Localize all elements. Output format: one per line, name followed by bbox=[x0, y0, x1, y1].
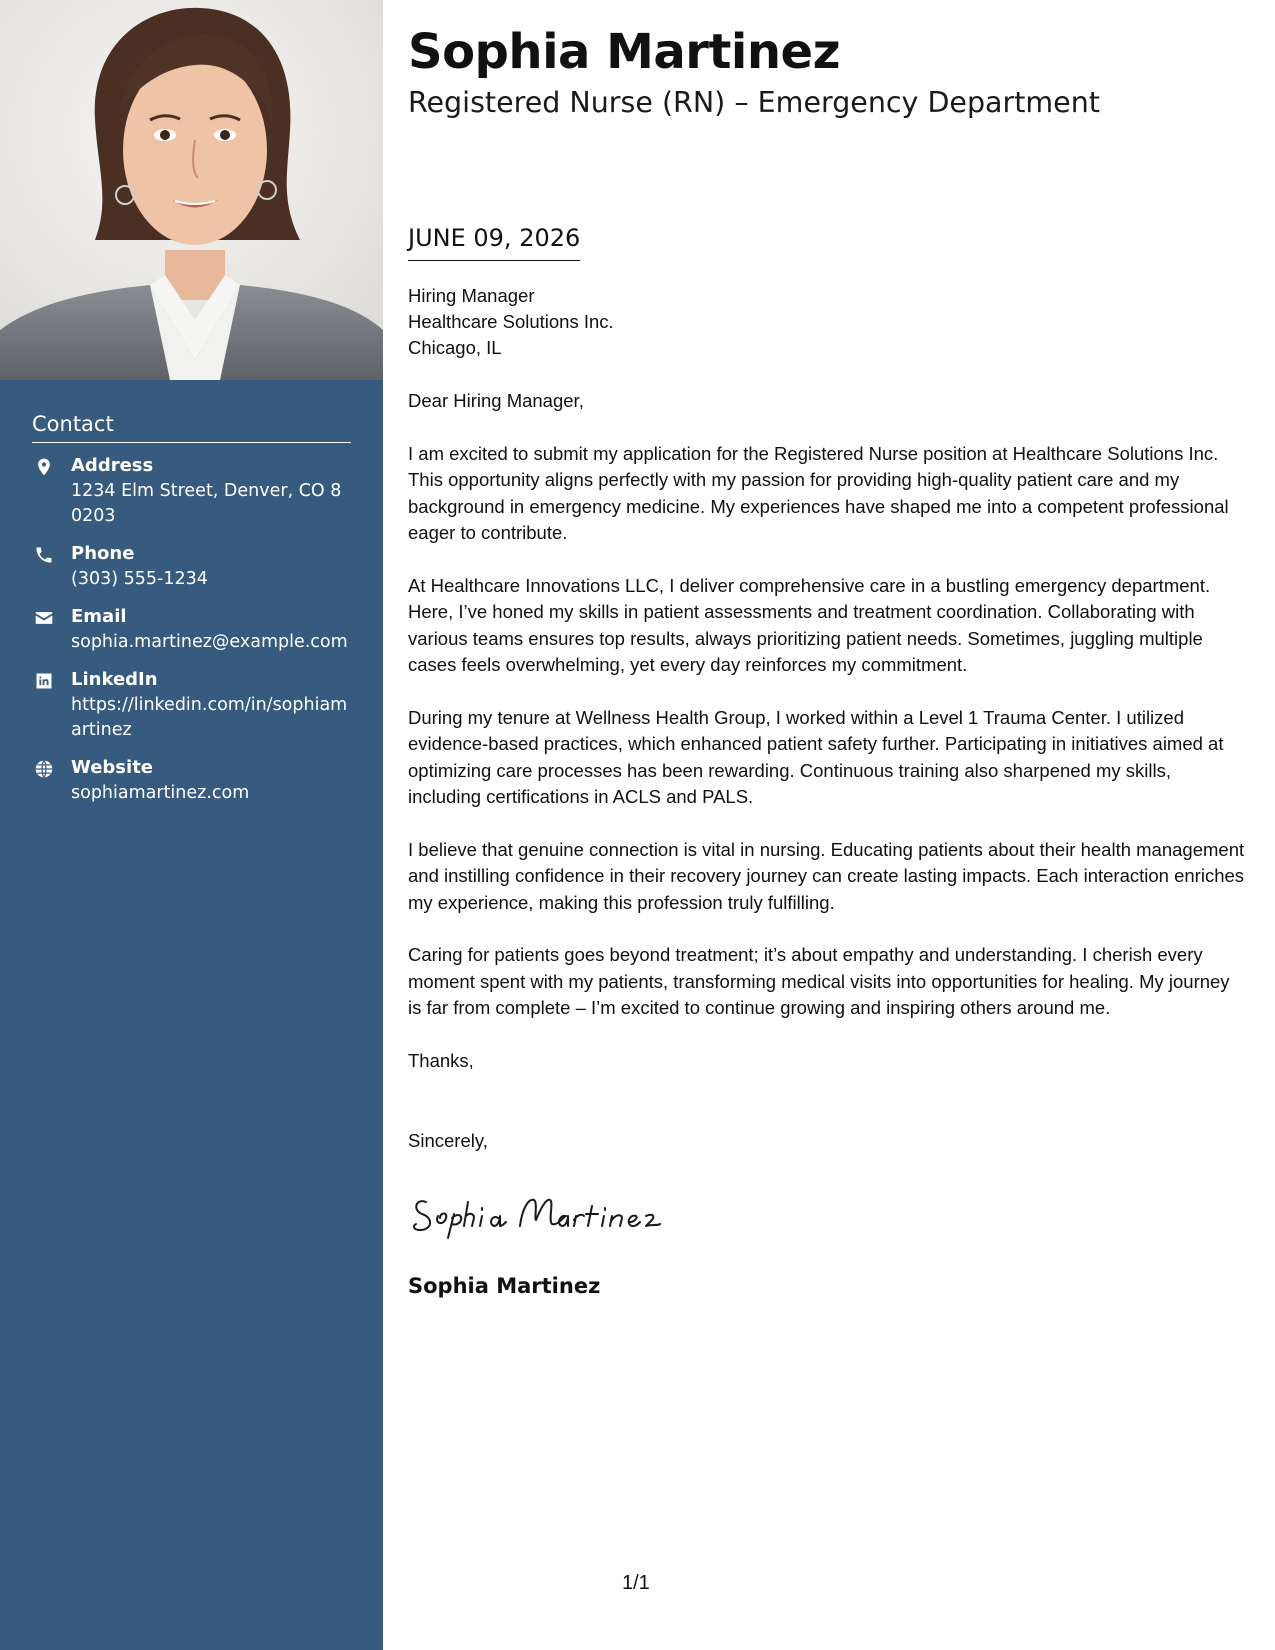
body-paragraph: Caring for patients goes beyond treatment; it’s about empathy and understanding. I cherish every moment spent with my patients, transforming medical visits into opportunities for healing. My journey is far from complete – I’m excited to continue growing and inspiring others around me. bbox=[408, 944, 1230, 1018]
contact-list bbox=[32, 453, 351, 806]
contact-value-email[interactable]: sophia.martinez@example.com bbox=[71, 632, 348, 652]
contact-label-address: Address bbox=[71, 455, 154, 476]
phone-icon bbox=[34, 545, 54, 565]
applicant-name: Sophia Martinez bbox=[408, 24, 841, 80]
body-paragraph: During my tenure at Wellness Health Group, I worked within a Level 1 Trauma Center. I utilized evidence-based practices, which enhanced patient safety further. Participating in initiatives aimed at optimizing care processes has been rewarding. Continuous training also sharpened my skills, including certifications in ACLS and PALS. bbox=[408, 706, 1224, 807]
body-paragraph: I believe that genuine connection is vital in nursing. Educating patients about their health management and instilling confidence in their recovery journey can create lasting impacts. Each interaction enriches my experience, making this profession truly fulfilling. bbox=[408, 838, 1245, 913]
page-number: 1/1 bbox=[622, 1572, 650, 1594]
contact-item-address bbox=[32, 453, 351, 529]
email-icon bbox=[34, 608, 54, 628]
map-pin-icon bbox=[34, 457, 54, 477]
linkedin-icon bbox=[34, 671, 54, 691]
contact-label-website: Website bbox=[71, 757, 154, 778]
profile-photo-illustration bbox=[0, 0, 383, 380]
greeting: Dear Hiring Manager, bbox=[408, 390, 584, 411]
body-paragraph: I am excited to submit my application for the Registered Nurse position at Healthcare Solutions Inc. This opportunity aligns perfectly with my passion for providing high-quality patient care and my background in emergency medicine. My experiences have shaped me into a competent professional eager to contribute. bbox=[408, 442, 1229, 543]
contact-value-linkedin[interactable]: https://linkedin.com/in/sophiamartinez bbox=[71, 695, 348, 740]
recipient-block bbox=[408, 283, 614, 361]
contact-label-email: Email bbox=[71, 606, 127, 627]
letter-body bbox=[408, 388, 1248, 1100]
recipient-line: Chicago, IL bbox=[408, 337, 502, 358]
contact-value-address: 1234 Elm Street, Denver, CO 80203 bbox=[71, 481, 342, 526]
contact-label-linkedin: LinkedIn bbox=[71, 669, 158, 690]
contact-value-phone[interactable]: (303) 555-1234 bbox=[71, 569, 208, 589]
contact-item-phone bbox=[32, 541, 351, 592]
signer-name: Sophia Martinez bbox=[408, 1274, 601, 1298]
contact-item-linkedin bbox=[32, 667, 351, 743]
globe-icon bbox=[34, 759, 54, 779]
closing-line: Sincerely, bbox=[408, 1130, 488, 1151]
sidebar bbox=[0, 0, 383, 1650]
contact-section bbox=[32, 412, 351, 818]
thanks-line: Thanks, bbox=[408, 1049, 474, 1071]
recipient-line: Hiring Manager bbox=[408, 285, 535, 306]
letter-date: JUNE 09, 2026 bbox=[408, 222, 580, 261]
contact-label-phone: Phone bbox=[71, 543, 135, 564]
job-title: Registered Nurse (RN) – Emergency Department bbox=[408, 86, 1100, 119]
profile-photo bbox=[0, 0, 383, 380]
contact-heading: Contact bbox=[32, 412, 351, 443]
contact-item-email bbox=[32, 604, 351, 655]
body-paragraph: At Healthcare Innovations LLC, I deliver comprehensive care in a bustling emergency department. Here, I’ve honed my skills in patient assessments and treatment coordination. Collaborating with various teams ensures top results, always prioritizing patient needs. Sometimes, juggling multiple cases feels overwhelming, yet every day reinforces my commitment. bbox=[408, 574, 1211, 675]
contact-value-website[interactable]: sophiamartinez.com bbox=[71, 783, 250, 803]
recipient-line: Healthcare Solutions Inc. bbox=[408, 311, 614, 332]
handwritten-signature bbox=[408, 1180, 678, 1240]
contact-item-website bbox=[32, 755, 351, 806]
